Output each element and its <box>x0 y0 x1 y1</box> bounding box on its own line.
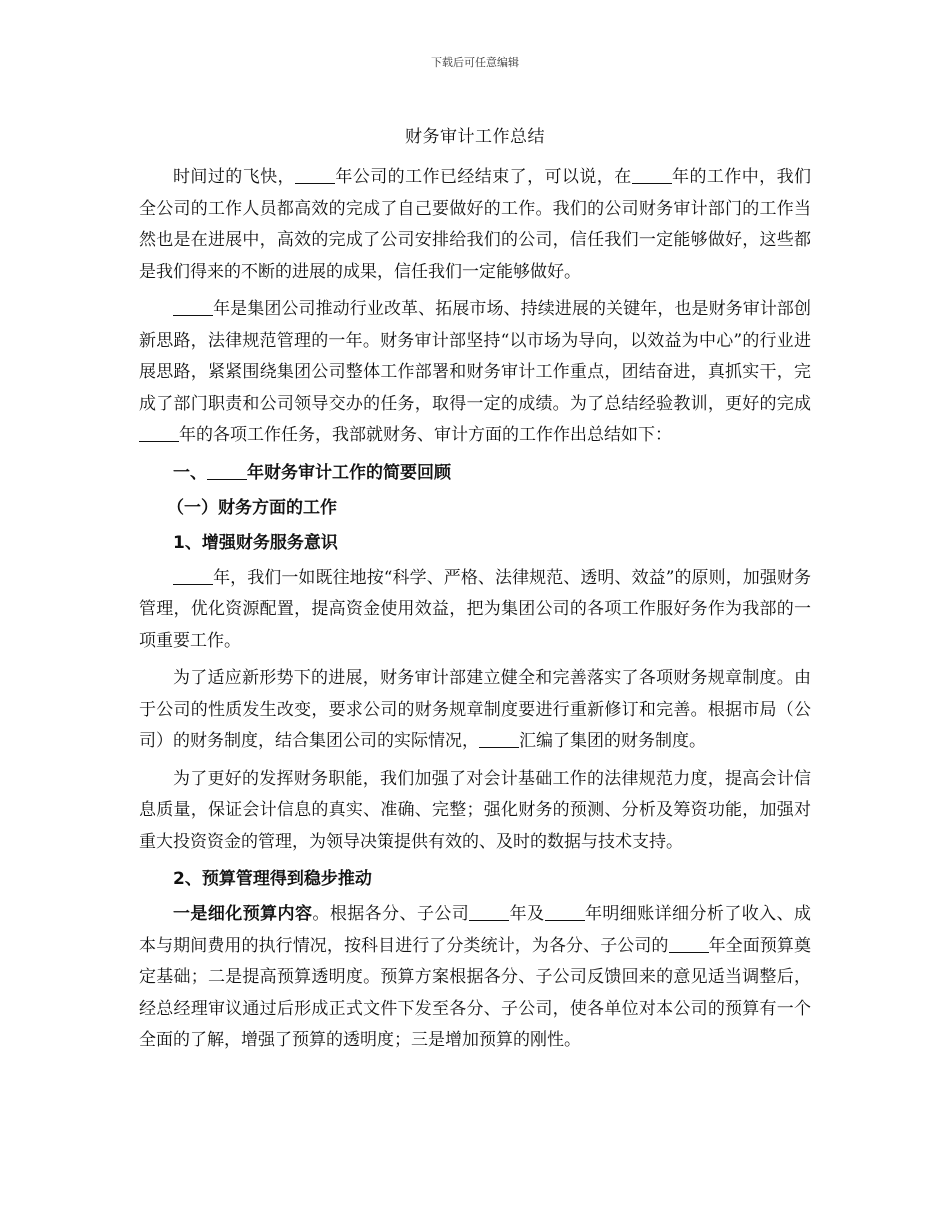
text-span: 年公司的工作已经结束了，可以说，在 <box>334 167 632 187</box>
section-heading-finance: （一）财务方面的工作 <box>167 497 337 518</box>
document-title: 财务审计工作总结 <box>405 127 545 147</box>
blank-field <box>295 167 335 184</box>
paragraph-regulations <box>139 663 811 758</box>
text-span: 汇编了集团的财务制度。 <box>519 731 706 751</box>
text-span: 。根据各分、子公司 <box>312 904 470 924</box>
text-span: 年明细账详细分析了收入、成本与期间费用的执行情况，按科目进行了分类统计，为各分、子公司的 <box>139 904 812 956</box>
blank-field <box>173 568 213 585</box>
section-heading-service: 1、增强财务服务意识 <box>173 532 338 553</box>
blank-field <box>545 904 585 921</box>
text-span: 年财务审计工作的简要回顾 <box>247 462 451 483</box>
text-span: 年是集团公司推动行业改革、拓展市场、持续进展的关键年，也是财务审计部创新思路，法律规范管理的一年。财务审计部坚持“以市场为导向，以效益为中心”的行业进展思路，紧紧围绕集团公司整体工作部署和财务审计工作重点，团结奋进，真抓实干，完成了部门职责和公司领导交办的任务，取得一定的成绩。为了总结经验教训，更好的完成 <box>139 299 811 414</box>
section-heading-1 <box>139 458 811 489</box>
text-span: 为了适应新形势下的进展，财务审计部建立健全和完善落实了各项财务规章制度。由于公司的性质发生改变，要求公司的财务规章制度要进行重新修订和完善。根据市局（公司）的财务制度，结合集团公司的实际情况， <box>139 668 811 751</box>
text-span: 时间过的飞快， <box>173 167 295 187</box>
document-body <box>139 162 811 1063</box>
text-span: 年及 <box>509 904 545 924</box>
paragraph-accounting: 为了更好的发挥财务职能，我们加强了对会计基础工作的法律规范力度，提高会计信息质量，保证会计信息的真实、准确、完整；强化财务的预测、分析及筹资功能，加强对重大投资资金的管理，为领导决策提供有效的、及时的数据与技术支持。 <box>139 768 811 852</box>
text-span: 一、 <box>173 462 207 483</box>
text-span: 年全面预算奠定基础；二是提高预算透明度。预算方案根据各分、子公司反馈回来的意见适当调整后，经总经理审议通过后形成正式文件下发至各分、子公司，使各单位对本公司的预算有一个全面的了解，增强了预算的透明度；三是增加预算的刚性。 <box>139 935 812 1050</box>
blank-field <box>207 463 247 480</box>
blank-field <box>479 731 519 748</box>
blank-field <box>139 425 179 442</box>
paragraph-service <box>139 563 811 658</box>
blank-field <box>173 299 213 316</box>
paragraph-intro <box>139 162 811 288</box>
paragraph-budget <box>139 899 811 1057</box>
header-note: 下载后可任意编辑 <box>431 56 519 69</box>
text-span: 年，我们一如既往地按“科学、严格、法律规范、透明、效益”的原则，加强财务管理，优化资源配置，提高资金使用效益，把为集团公司的各项工作服好务作为我部的一项重要工作。 <box>139 567 811 651</box>
blank-field <box>669 936 709 953</box>
paragraph-overview <box>139 294 811 452</box>
blank-field <box>469 904 509 921</box>
section-heading-budget: 2、预算管理得到稳步推动 <box>173 869 372 889</box>
text-span: 年的各项工作任务，我部就财务、审计方面的工作作出总结如下： <box>179 425 672 445</box>
blank-field <box>632 167 672 184</box>
text-span: 年的工作中，我们全公司的工作人员都高效的完成了自己要做好的工作。我们的公司财务审计部门的工作当然也是在进展中，高效的完成了公司安排给我们的公司，信任我们一定能够做好，这些都是我们得来的不断的进展的成果，信任我们一定能够做好。 <box>139 167 812 282</box>
bold-lead: 一是细化预算内容 <box>173 904 313 924</box>
